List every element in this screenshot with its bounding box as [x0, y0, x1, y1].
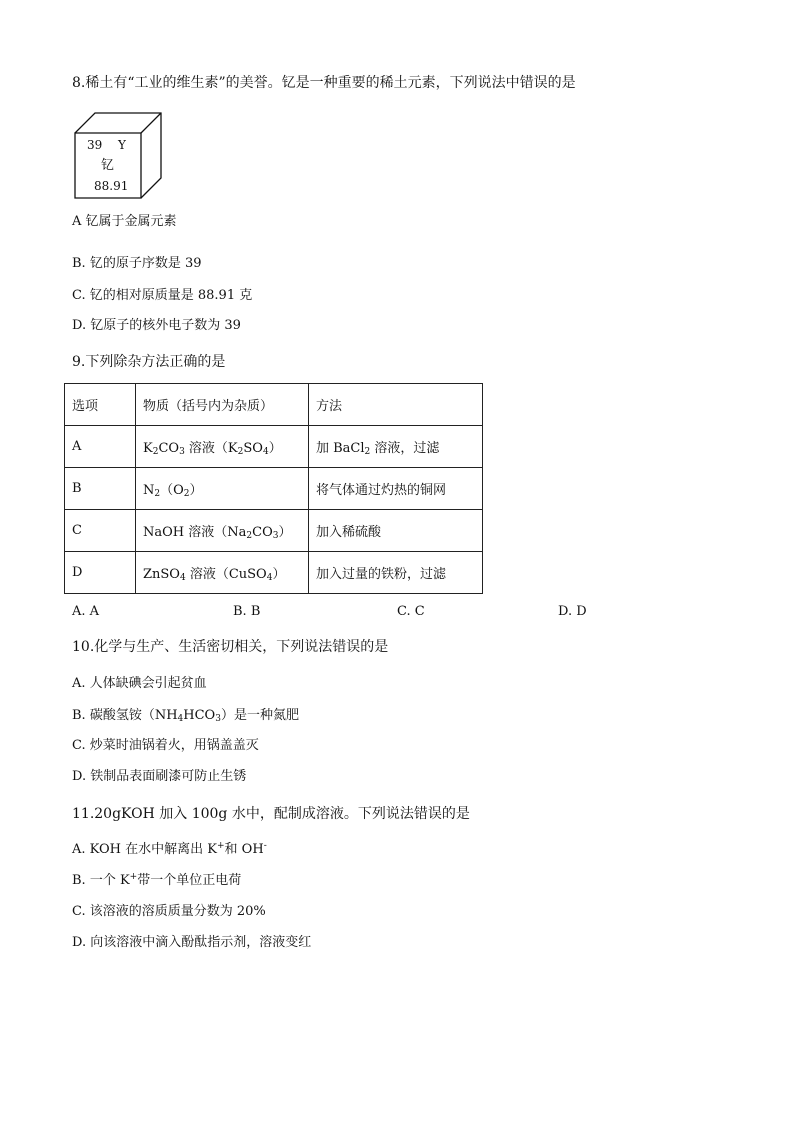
table-row [65, 510, 483, 552]
header-substance: 物质（括号内为杂质） [136, 384, 309, 426]
element-symbol: Y [118, 138, 126, 152]
row-substance: $K_2CO_3$ 溶液$(K_2SO_4)$ [136, 426, 309, 468]
atomic-number: 39 [87, 138, 103, 152]
q11-option-b: B. 一个 K+带一个单位正电荷 [72, 872, 242, 888]
q8-option-a: A 钇属于金属元素 [72, 214, 177, 229]
row-substance: NaOH 溶液$(Na_2CO_3)$ [136, 510, 309, 552]
row-option: B [65, 468, 136, 510]
row-method: 加入过量的铁粉，过滤 [309, 552, 483, 594]
q9-answer-c: C. C [397, 604, 425, 619]
table-row [65, 426, 483, 468]
q11-option-d: D. 向该溶液中滴入酚酞指示剂，溶液变红 [72, 935, 312, 950]
q9-stem: 9.下列除杂方法正确的是 [72, 354, 226, 370]
header-option: 选项 [65, 384, 136, 426]
q8-stem: 8.稀土有“工业的维生素”的美誉。钇是一种重要的稀土元素，下列说法中错误的是 [72, 75, 576, 91]
q11-stem: 11.20gKOH 加入 100g 水中，配制成溶液。下列说法错误的是 [72, 806, 470, 822]
row-option: C [65, 510, 136, 552]
q11-option-a: A. KOH 在水中解离出 K+和 OH- [72, 841, 267, 857]
q9-answer-b: B. B [233, 604, 261, 619]
q9-answer-a: A. A [72, 604, 100, 619]
row-substance: $N_2(O_2)$ [136, 468, 309, 510]
element-card-yttrium [74, 112, 164, 200]
row-method: 将气体通过灼热的铜网 [309, 468, 483, 510]
table-row [65, 468, 483, 510]
q10-option-d: D. 铁制品表面刷漆可防止生锈 [72, 769, 247, 784]
q9-answer-d: D. D [558, 604, 587, 619]
q10-stem: 10.化学与生产、生活密切相关，下列说法错误的是 [72, 639, 389, 655]
row-method: 加入稀硫酸 [309, 510, 483, 552]
purification-table [64, 383, 483, 594]
row-method: 加 BaCl$_2$ 溶液，过滤 [309, 426, 483, 468]
q10-option-c: C. 炒菜时油锅着火，用锅盖盖灭 [72, 738, 259, 753]
q8-option-c: C. 钇的相对原质量是 88.91 克 [72, 288, 253, 303]
q10-option-b: B. 碳酸氢铵$(NH_4HCO_3)$是一种氮肥 [72, 708, 299, 724]
q8-option-d: D. 钇原子的核外电子数为 39 [72, 318, 241, 333]
table-header-row [65, 384, 483, 426]
table-row [65, 552, 483, 594]
row-option: A [65, 426, 136, 468]
row-option: D [65, 552, 136, 594]
atomic-mass: 88.91 [94, 179, 129, 193]
q8-option-b: B. 钇的原子序数是 39 [72, 256, 202, 271]
q11-option-c: C. 该溶液的溶质质量分数为 20% [72, 904, 266, 919]
element-name: 钇 [101, 158, 115, 173]
header-method: 方法 [309, 384, 483, 426]
row-substance: ZnSO$_4$ 溶液（CuSO$_4$） [136, 552, 309, 594]
q10-option-a: A. 人体缺碘会引起贫血 [72, 676, 207, 691]
